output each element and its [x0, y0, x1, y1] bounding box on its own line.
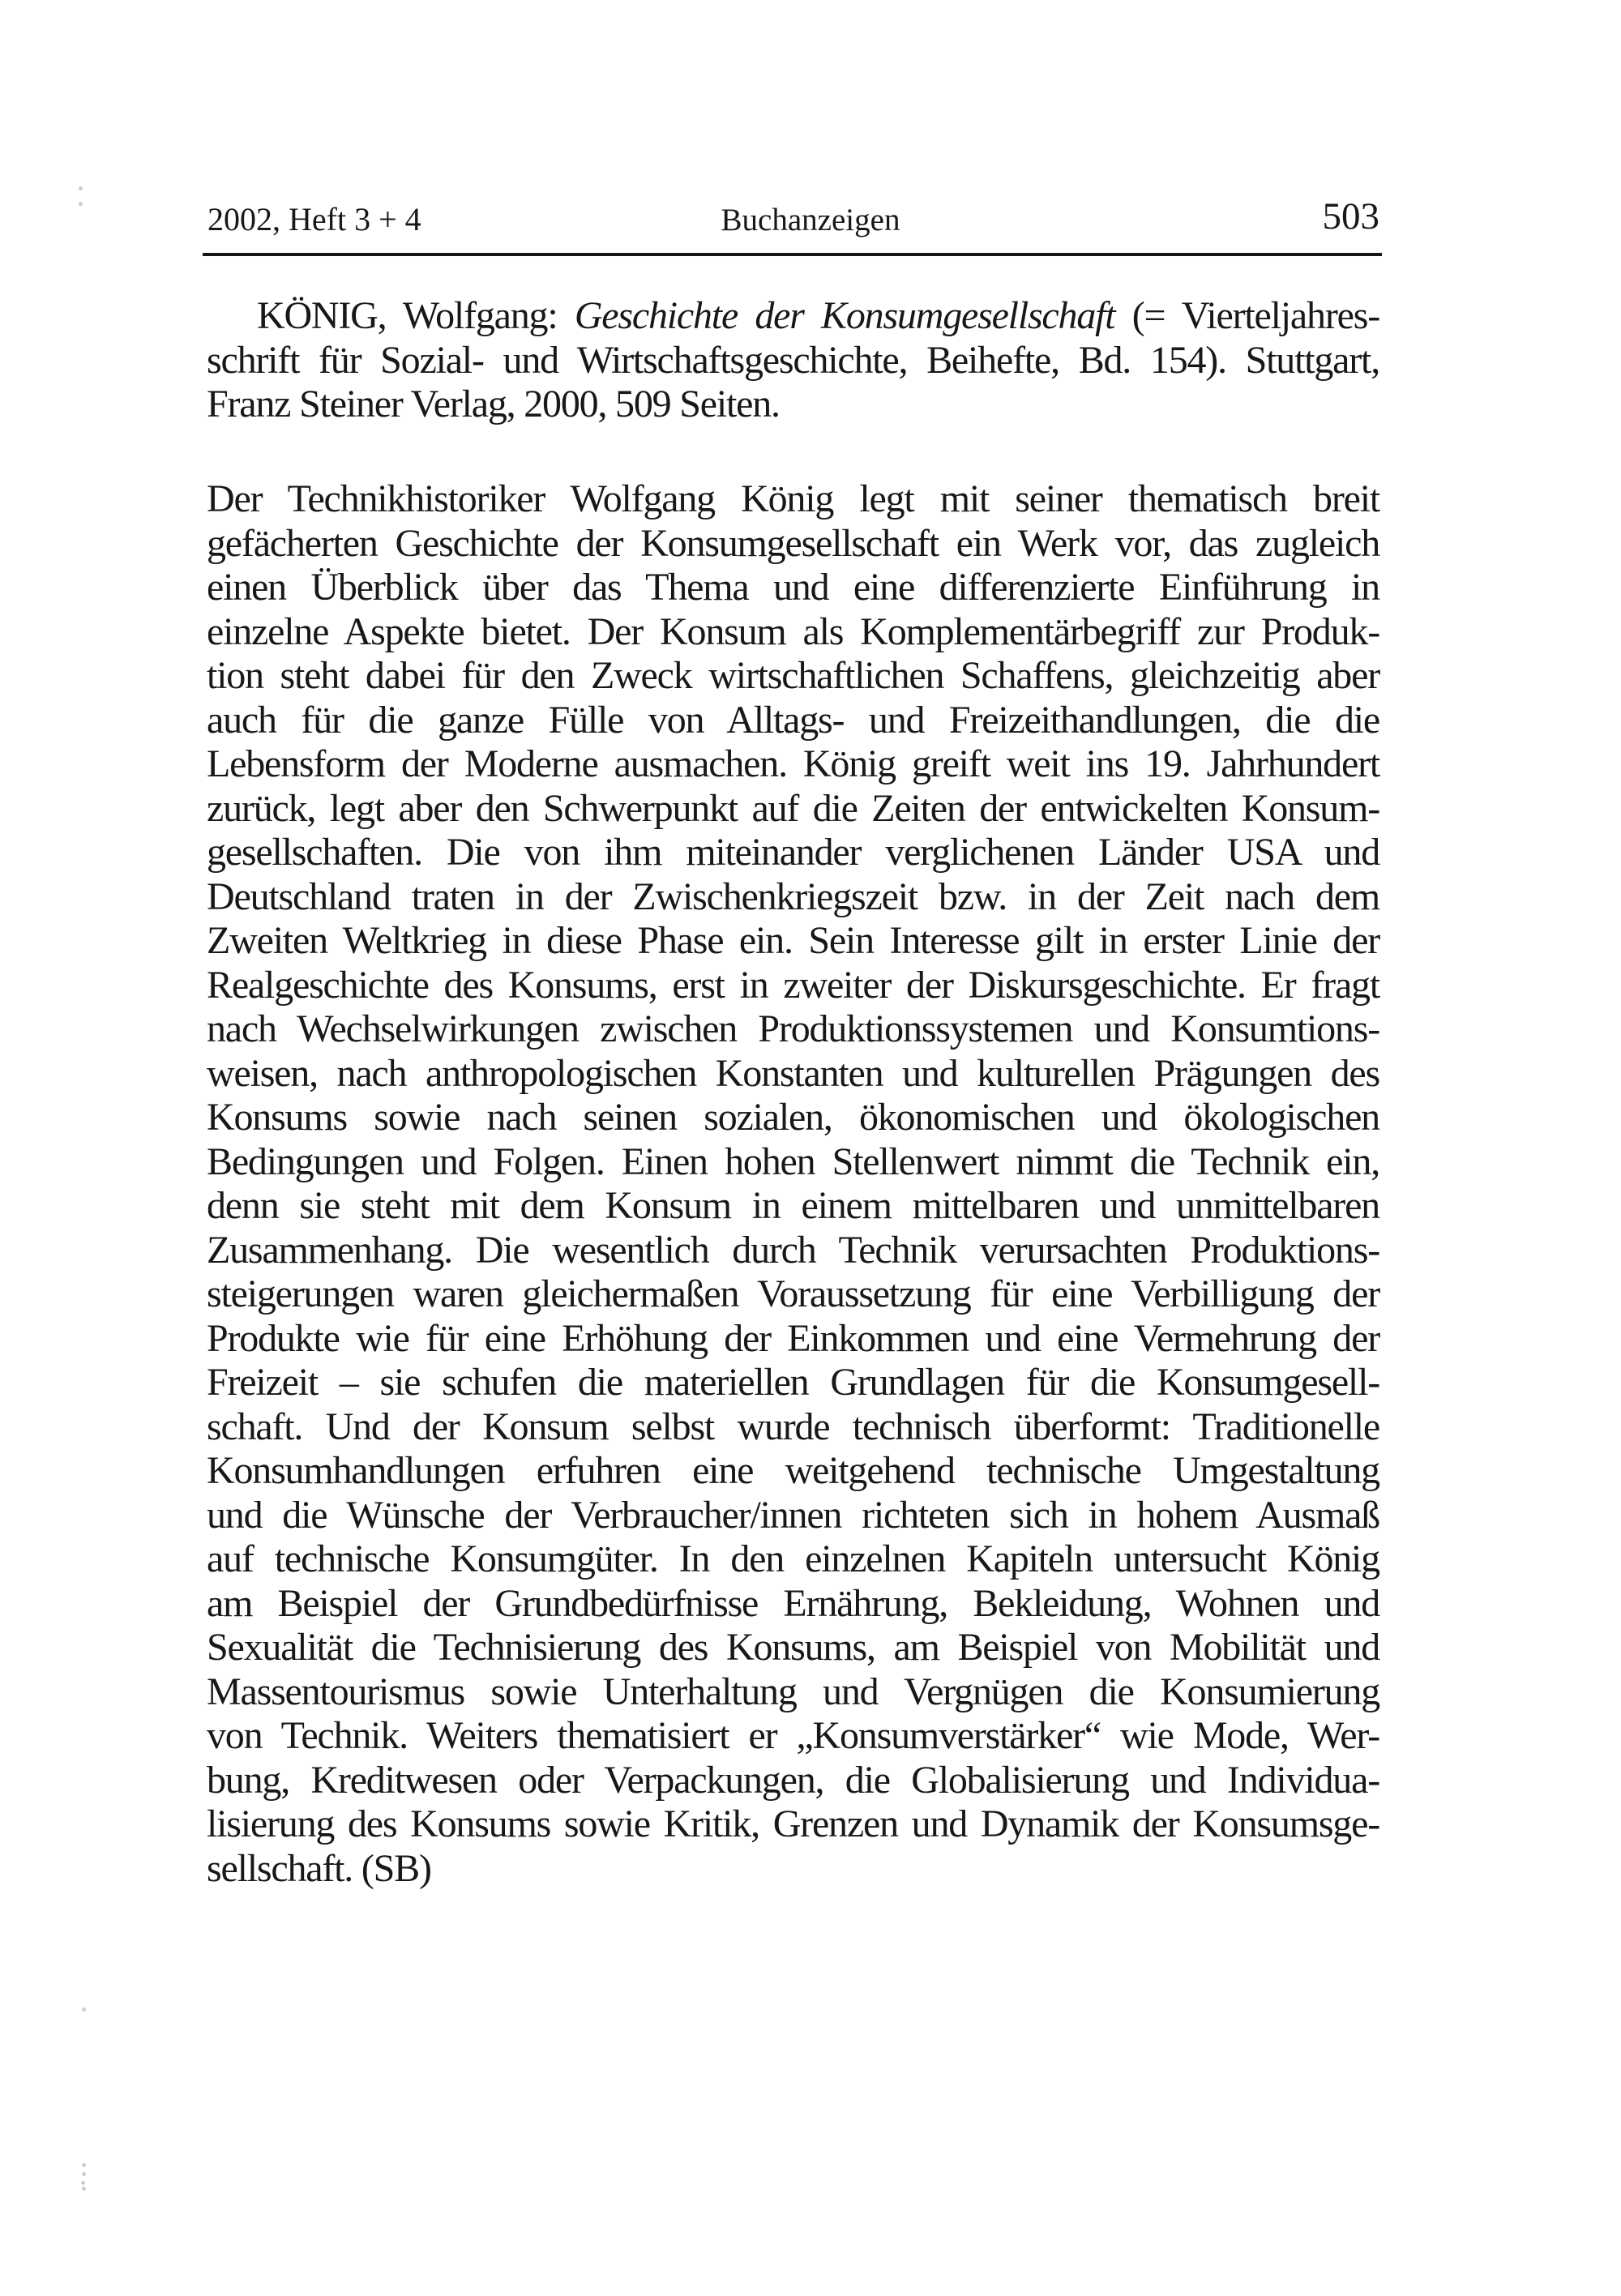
- review-line: weisen, nach anthropologischen Konstanten und kulturellen Prägungen des: [207, 1051, 1379, 1095]
- review-line: von Technik. Weiters thematisiert er „Konsumverstärker“ wie Mode, Wer-: [207, 1714, 1379, 1757]
- scan-artifact-dot: [82, 2172, 86, 2176]
- book-title-italic: Geschichte der Konsumgesellschaft: [574, 294, 1115, 337]
- review-line: am Beispiel der Grundbedürfnisse Ernährung, Bekleidung, Wohnen und: [207, 1581, 1379, 1625]
- review-line: Freizeit – sie schufen die materiellen Grundlagen für die Konsumgesell-: [207, 1361, 1379, 1404]
- review-line: tion steht dabei für den Zweck wirtschaftlichen Schaffens, gleichzeitig aber: [207, 654, 1379, 697]
- review-line: auch für die ganze Fülle von Alltags- und Freizeithandlungen, die die: [207, 698, 1379, 742]
- review-line: lisierung des Konsums sowie Kritik, Grenzen und Dynamik der Konsumsge-: [207, 1802, 1379, 1845]
- review-line: Zweiten Weltkrieg in diese Phase ein. Sein Interesse gilt in erster Linie der: [207, 919, 1379, 962]
- review-line: einzelne Aspekte bietet. Der Konsum als Komplementärbegriff zur Produk-: [207, 609, 1379, 653]
- scan-artifact-dot: [82, 2007, 86, 2012]
- review-line: Realgeschichte des Konsums, erst in zweiter der Diskursgeschichte. Er fragt: [207, 963, 1379, 1007]
- review-line: einen Überblick über das Thema und eine differenzierte Einführung in: [207, 566, 1379, 609]
- review-line: Bedingungen und Folgen. Einen hohen Stellenwert nimmt die Technik ein,: [207, 1139, 1379, 1183]
- review-line: schaft. Und der Konsum selbst wurde technisch überformt: Traditionelle: [207, 1405, 1379, 1448]
- review-line: auf technische Konsumgüter. In den einzelnen Kapiteln untersucht König: [207, 1537, 1379, 1580]
- review-line: Der Technikhistoriker Wolfgang König legt mit seiner thematisch breit: [207, 477, 1379, 520]
- scan-artifact-dot: [82, 2187, 86, 2191]
- journal-issue-label: 2002, Heft 3 + 4: [207, 201, 421, 237]
- reference-line: [207, 294, 1379, 339]
- review-line: bung, Kreditwesen oder Verpackungen, die Globalisierung und Individua-: [207, 1758, 1379, 1802]
- review-line: Sexualität die Technisierung des Konsums, am Beispiel von Mobilität und: [207, 1626, 1379, 1669]
- header-rule: [203, 253, 1382, 256]
- page-number: 503: [1322, 195, 1379, 237]
- reference-line: [207, 339, 1379, 383]
- review-line: sellschaft. (SB): [207, 1846, 431, 1890]
- reference-line: [207, 383, 1379, 427]
- review-line: und die Wünsche der Verbraucher/innen richteten sich in hohem Ausmaß: [207, 1493, 1379, 1537]
- scan-artifact-dot: [82, 2163, 86, 2167]
- scan-artifact-dot: [81, 2181, 85, 2185]
- review-line: gefächerten Geschichte der Konsumgesellschaft ein Werk vor, das zugleich: [207, 521, 1379, 565]
- scan-artifact-dot: [79, 186, 83, 190]
- review-line: Lebensform der Moderne ausmachen. König greift weit ins 19. Jahrhundert: [207, 742, 1379, 785]
- scan-artifact-dot: [79, 202, 83, 206]
- review-line: denn sie steht mit dem Konsum in einem mittelbaren und unmittelbaren: [207, 1184, 1379, 1227]
- review-line: steigerungen waren gleichermaßen Voraussetzung für eine Verbilligung der: [207, 1272, 1379, 1315]
- reference-text: KÖNIG, Wolfgang:: [257, 294, 575, 337]
- review-line: zurück, legt aber den Schwerpunkt auf die Zeiten der entwickelten Konsum-: [207, 786, 1379, 830]
- reference-text: Franz Steiner Verlag, 2000, 509 Seiten.: [207, 383, 780, 425]
- book-reference: [207, 294, 1379, 427]
- review-line: nach Wechselwirkungen zwischen Produktionssystemen und Konsumtions-: [207, 1007, 1379, 1050]
- review-line: gesellschaften. Die von ihm miteinander verglichenen Länder USA und: [207, 831, 1379, 874]
- review-line: Konsumhandlungen erfuhren eine weitgehend technische Umgestaltung: [207, 1449, 1379, 1492]
- review-line: Produkte wie für eine Erhöhung der Einkommen und eine Vermehrung der: [207, 1316, 1379, 1360]
- reference-text: (= Vierteljahres-: [1114, 294, 1379, 337]
- review-line: Deutschland traten in der Zwischenkriegszeit bzw. in der Zeit nach dem: [207, 874, 1379, 918]
- review-line: Massentourismus sowie Unterhaltung und Vergnügen die Konsumierung: [207, 1670, 1379, 1713]
- reference-text: schrift für Sozial- und Wirtschaftsgeschichte, Beihefte, Bd. 154). Stuttgart,: [207, 338, 1379, 382]
- section-title: Buchanzeigen: [721, 203, 900, 237]
- review-line: Konsums sowie nach seinen sozialen, ökonomischen und ökologischen: [207, 1096, 1379, 1139]
- review-paragraph: [207, 477, 1379, 1891]
- review-line: Zusammenhang. Die wesentlich durch Technik verursachten Produktions-: [207, 1228, 1379, 1272]
